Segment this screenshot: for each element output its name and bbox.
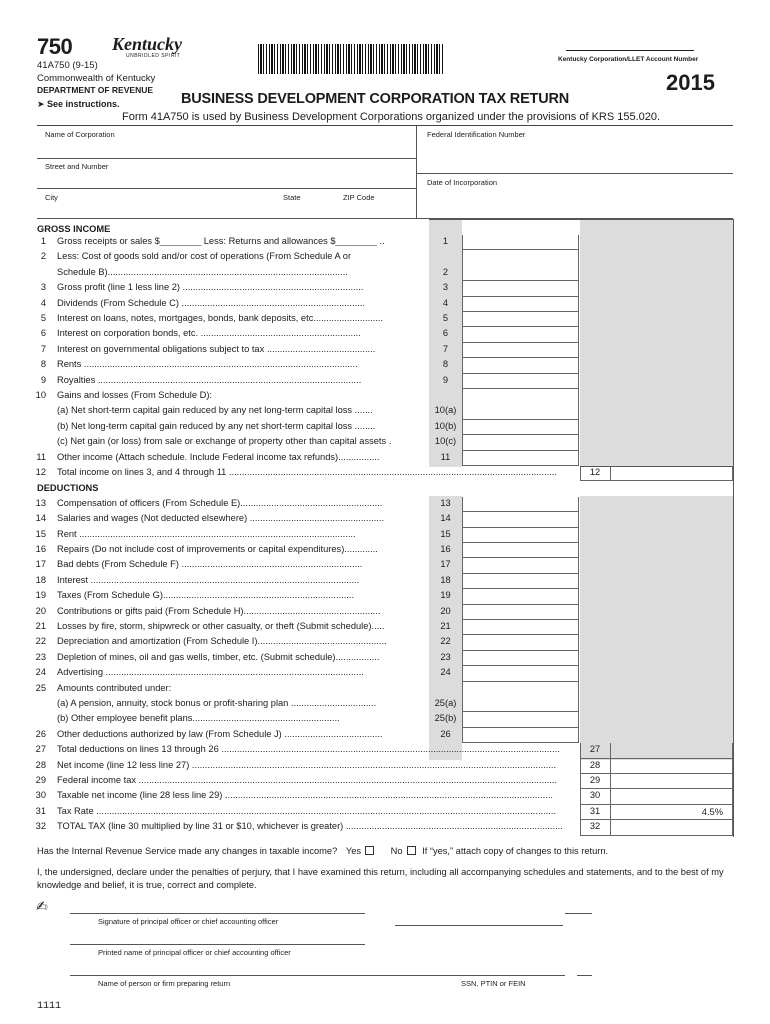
line-amount-field[interactable] (462, 651, 579, 666)
department-label: DEPARTMENT OF REVENUE (37, 85, 154, 95)
header-divider (37, 125, 733, 126)
see-instructions-label: ➤ See instructions. (37, 99, 120, 109)
line-label: Salaries and wages (Not deducted elsewhere) .................................................... (57, 513, 385, 524)
line-number: 23 (35, 651, 46, 662)
irs-if-yes-text: If “yes,” attach copy of changes to this return. (422, 846, 609, 856)
line-box-number: 10(a) (434, 405, 457, 416)
form-subtitle: Form 41A750 is used by Business Development Corporations organized under the provisions of KRS 155.020. (122, 111, 661, 123)
fein-field[interactable] (422, 140, 722, 156)
line-label: TOTAL TAX (line 30 multiplied by line 31 or $10, whichever is greater) .................................................................................... (57, 821, 563, 832)
barcode (258, 44, 445, 74)
preparer-field[interactable] (70, 961, 365, 975)
line-amount-spacer (462, 250, 579, 265)
line-amount-field[interactable] (462, 728, 579, 743)
line-amount-field[interactable] (462, 635, 579, 650)
line-label: Depletion of mines, oil and gas wells, timber, etc. (Submit schedule)................. (57, 651, 380, 662)
line-amount-field[interactable] (462, 420, 579, 435)
line-number: 12 (35, 467, 46, 477)
line-label: Federal income tax .................................................................................................................................................................. (57, 775, 558, 785)
line-label: Gross receipts or sales $________ Less: Returns and allowances $________ .. (57, 236, 385, 246)
line-box-number: 25(a) (434, 698, 457, 708)
line-box-number: 10(c) (434, 436, 457, 447)
ssn-ptin-fein-field[interactable] (395, 961, 565, 975)
line-label: Losses by fire, storm, shipwreck or other casualty, or theft (Submit schedule)..... (57, 621, 385, 631)
line-box-number: 23 (440, 651, 451, 662)
date-line (565, 913, 592, 914)
irs-question-text: Has the Internal Revenue Service made any changes in taxable income? (37, 846, 338, 856)
line-label: Rent ........................................................................................................... (57, 528, 356, 539)
line-label: Interest on loans, notes, mortgages, bonds, bank deposits, etc........................... (57, 313, 384, 323)
line-amount-field[interactable] (462, 343, 579, 358)
signature-pen-icon: ✍ (36, 898, 48, 914)
line-number: 9 (40, 374, 46, 385)
line-amount-spacer (462, 682, 579, 697)
line-label: Amounts contributed under: (57, 682, 172, 693)
line-label: Tax Rate .................................................................................................................................................................................. (57, 805, 557, 816)
signature-line (70, 913, 365, 914)
line-box-number: 17 (440, 559, 451, 570)
city-state-zip-field[interactable] (40, 202, 410, 216)
line-number: 13 (35, 497, 46, 508)
section-deductions: DEDUCTIONS (37, 483, 99, 494)
name-of-corporation-label: Name of Corporation (45, 130, 115, 139)
line-number: 8 (40, 359, 46, 370)
line-amount-field[interactable] (462, 666, 579, 681)
line-number: 6 (40, 328, 46, 339)
line-amount-field[interactable] (462, 528, 579, 543)
line-amount-field[interactable] (610, 743, 733, 758)
line-box-number: 31 (589, 805, 601, 816)
line-amount-field[interactable] (462, 404, 579, 419)
line-box-number: 18 (440, 574, 451, 585)
line-amount-field[interactable] (462, 235, 579, 250)
line-label: Bad debts (From Schedule F) ...................................................................... (57, 559, 363, 570)
title-line (395, 925, 563, 926)
line-amount-field[interactable] (462, 574, 579, 589)
line-box-number: 30 (589, 790, 601, 801)
printed-name-field[interactable] (70, 930, 365, 944)
line-number: 10 (35, 390, 46, 400)
line-box-number: 24 (440, 667, 451, 678)
line-box-number: 25(b) (434, 713, 457, 724)
signature-field[interactable] (70, 898, 365, 912)
line-number: 2 (40, 251, 46, 262)
line-number: 25 (35, 682, 46, 693)
line-amount-field[interactable]: 4.5% (610, 805, 733, 820)
line-box-number: 14 (440, 513, 451, 524)
line-box-number: 28 (589, 759, 601, 770)
line-amount-field[interactable] (462, 620, 579, 635)
line-number: 24 (35, 667, 46, 678)
line-label: (a) Net short-term capital gain reduced by any net long-term capital loss ....... (57, 405, 373, 416)
line-label: Dividends (From Schedule C) ....................................................................... (57, 297, 365, 308)
shaded-column (580, 219, 733, 467)
line-amount-field[interactable] (462, 512, 579, 527)
line-number: 16 (35, 544, 46, 554)
line-label: Interest on corporation bonds, etc. .............................................................. (57, 328, 361, 339)
line-label: Compensation of officers (From Schedule E)....................................................... (57, 497, 383, 508)
line-label: (c) Net gain (or loss) from sale or exchange of property other than capital assets . (57, 436, 392, 447)
line-box-number: 32 (589, 821, 601, 832)
line-label: Rents .......................................................................................................... (57, 359, 358, 370)
line-number: 7 (40, 343, 46, 354)
shaded-column (580, 496, 733, 760)
irs-question (37, 846, 608, 856)
line-amount-field[interactable] (462, 435, 579, 450)
line-box-number: 19 (440, 590, 451, 601)
zip-label: ZIP Code (343, 193, 375, 202)
line-label: Total deductions on lines 13 through 26 ................................................................................................................................... (57, 744, 560, 755)
line-box-number: 12 (589, 467, 601, 477)
signature-label: Signature of principal officer or chief accounting officer (98, 917, 279, 926)
line-box-number: 29 (589, 775, 601, 785)
line-box-number: 15 (440, 528, 451, 539)
line-box-number: 7 (442, 343, 449, 354)
line-box-number: 27 (589, 744, 601, 755)
line-box-number: 10(b) (434, 420, 457, 431)
line-amount-field[interactable] (462, 297, 579, 312)
date-of-incorporation-field[interactable] (422, 190, 722, 206)
line-amount-field[interactable] (462, 266, 579, 281)
line-box-number: 6 (442, 328, 449, 339)
tax-year: 2015 (666, 70, 715, 95)
irs-no-label: No (390, 846, 403, 856)
declaration-text: I, the undersigned, declare under the penalties of perjury, that I have examined this return, including all accompanying schedules and statements, and to the best of my knowledge and belief, it is true, correct and complete. (37, 867, 724, 890)
line-box-number: 21 (440, 621, 451, 631)
line-label: Contributions or gifts paid (From Schedule H)..................................................... (57, 605, 381, 616)
line-label: Taxes (From Schedule G).......................................................................... (57, 590, 355, 601)
line-number: 14 (35, 513, 46, 524)
line-amount-field[interactable] (462, 451, 579, 466)
line-number: 21 (35, 621, 46, 631)
line-box-number: 4 (442, 297, 449, 308)
line-label: Taxable net income (line 28 less line 29) ............................................................................................................................... (57, 790, 553, 801)
line-label: Other deductions authorized by law (From Schedule J) ...................................... (57, 728, 383, 739)
irs-no-checkbox[interactable] (407, 846, 416, 855)
line-box-number: 5 (442, 313, 449, 323)
line-number: 5 (40, 313, 46, 323)
line-box-number: 22 (440, 636, 451, 647)
line-box-number: 1 (442, 236, 449, 246)
printed-name-label: Printed name of principal officer or chief accounting officer (98, 948, 291, 957)
irs-yes-label: Yes (345, 846, 362, 856)
line-box-number: 13 (440, 497, 451, 508)
line-label: Schedule B)............................................................................................. (57, 266, 348, 277)
line-box-number: 9 (442, 374, 449, 385)
line-label: (a) A pension, annuity, stock bonus or profit-sharing plan ................................. (57, 698, 377, 708)
line-number: 22 (35, 636, 46, 647)
line-label: Gains and losses (From Schedule D): (57, 390, 213, 400)
line-label: Depreciation and amortization (From Schedule I).................................................. (57, 636, 387, 647)
line-amount-field[interactable] (610, 820, 733, 835)
line-amount-field[interactable] (462, 327, 579, 342)
line-number: 17 (35, 559, 46, 570)
line-label: Total income on lines 3, and 4 through 11 ............................................................................................................................... (57, 467, 557, 477)
city-label: City (45, 193, 58, 202)
line-box-number: 11 (440, 451, 451, 462)
block-top-border (429, 219, 733, 220)
preparer-label: Name of person or firm preparing return (98, 979, 231, 988)
form-code: 41A750 (9-15) (37, 60, 98, 71)
fein-label: Federal Identification Number (427, 130, 526, 139)
line-box-number: 8 (442, 359, 449, 370)
line-label: Other income (Attach schedule. Include Federal income tax refunds)................ (57, 451, 380, 462)
account-number-field[interactable] (566, 50, 694, 51)
form-title: BUSINESS DEVELOPMENT CORPORATION TAX RETURN (181, 91, 570, 107)
line-amount-field[interactable] (462, 281, 579, 296)
outer-top-border (580, 466, 733, 467)
line-label: Interest on governmental obligations subject to tax .......................................... (57, 343, 376, 354)
line-box-number: 16 (440, 544, 451, 554)
line-amount-field[interactable] (462, 558, 579, 573)
commonwealth-label: Commonwealth of Kentucky (37, 73, 156, 84)
line-amount-spacer (462, 389, 579, 404)
line-label: (b) Net long-term capital gain reduced by any net short-term capital loss ........ (57, 420, 376, 431)
line-number: 29 (35, 775, 46, 785)
line-amount-field[interactable] (462, 358, 579, 373)
line-label: Royalties ...................................................................................................... (57, 374, 362, 385)
name-of-corporation-field[interactable] (40, 140, 410, 156)
line-label: Interest ........................................................................................................ (57, 574, 360, 585)
logo-tagline: UNBRIDLED SPIRIT (126, 53, 181, 59)
line-number: 1 (40, 236, 46, 246)
line-number: 32 (35, 821, 46, 832)
line-amount-field[interactable] (610, 759, 733, 774)
line-amount-field[interactable] (610, 466, 733, 481)
line-amount-field[interactable] (462, 589, 579, 604)
line-amount-field[interactable] (610, 774, 733, 789)
line-number: 4 (40, 297, 46, 308)
line-number: 30 (35, 790, 46, 801)
line-number: 31 (35, 805, 46, 816)
line-amount-field[interactable] (462, 697, 579, 712)
line-label: (b) Other employee benefit plans......................................................... (57, 713, 340, 724)
street-label: Street and Number (45, 162, 109, 171)
line-amount-field[interactable] (462, 497, 579, 512)
line-box-number: 26 (440, 728, 451, 739)
line-number: 20 (35, 605, 46, 616)
line-number: 18 (35, 574, 46, 585)
line-label: Gross profit (line 1 less line 2) ...................................................................... (57, 282, 364, 293)
form-number: 750 (37, 34, 73, 59)
line-box-number: 20 (440, 605, 451, 616)
line-number: 3 (40, 282, 46, 293)
line-number: 11 (36, 451, 46, 462)
line-amount-field[interactable] (462, 312, 579, 327)
line-number: 19 (35, 590, 46, 601)
line-amount-field[interactable] (462, 712, 579, 727)
section-gross-income: GROSS INCOME (37, 224, 111, 234)
street-field[interactable] (40, 172, 410, 184)
line-amount-field[interactable] (462, 374, 579, 389)
line-box-number: 3 (442, 282, 449, 293)
line-label: Advertising .................................................................................................... (57, 667, 364, 678)
date-of-incorporation-label: Date of Incorporation (427, 178, 498, 187)
state-label: State (283, 193, 301, 202)
irs-yes-checkbox[interactable] (365, 846, 374, 855)
line-number: 15 (35, 528, 46, 539)
footer-code: 1111 (37, 1001, 62, 1012)
ssn-ptin-fein-label: SSN, PTIN or FEIN (461, 979, 526, 988)
line-amount-field[interactable] (610, 789, 733, 804)
line-number: 26 (35, 728, 46, 739)
kentucky-logo: Kentucky (112, 34, 182, 54)
line-label: Less: Cost of goods sold and/or cost of operations (From Schedule A or (57, 251, 352, 262)
account-number-label: Kentucky Corporation/LLET Account Number (558, 56, 699, 63)
line-number: 27 (35, 744, 46, 755)
line-box-number: 2 (442, 266, 449, 277)
line-label: Repairs (Do not include cost of improvements or capital expenditures)............. (57, 544, 378, 554)
line-amount-field[interactable] (462, 543, 579, 558)
printed-name-line (70, 944, 365, 945)
right-border (733, 219, 734, 837)
line-number: 28 (35, 759, 46, 770)
line-amount-field[interactable] (462, 605, 579, 620)
line-label: Net income (line 12 less line 27) ............................................................................................................................................. (57, 759, 557, 770)
